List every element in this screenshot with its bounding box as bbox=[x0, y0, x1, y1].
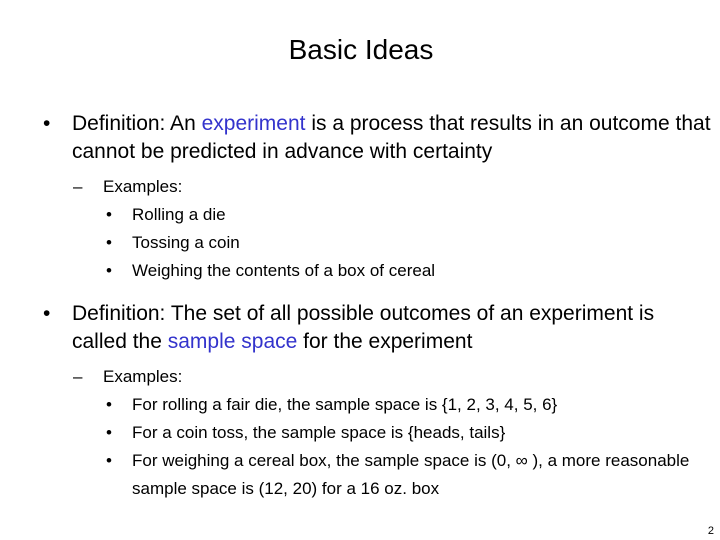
dash-icon: – bbox=[73, 177, 83, 196]
examples-heading bbox=[73, 173, 720, 201]
example-item bbox=[106, 447, 692, 503]
definition-text-prefix: Definition: An bbox=[72, 112, 202, 135]
page-number: 2 bbox=[707, 525, 714, 537]
bullet-icon: • bbox=[106, 423, 112, 442]
slide-title: Basic Ideas bbox=[288, 34, 434, 65]
bullet-icon: • bbox=[106, 451, 112, 470]
example-text: For rolling a fair die, the sample space is {1, 2, 3, 4, 5, 6} bbox=[132, 395, 558, 414]
examples-list bbox=[0, 201, 720, 285]
example-text: Weighing the contents of a box of cereal bbox=[132, 261, 436, 280]
example-item bbox=[106, 391, 692, 419]
bullet-icon: • bbox=[106, 261, 112, 280]
term-experiment: experiment bbox=[201, 112, 306, 135]
example-text: Rolling a die bbox=[132, 205, 226, 224]
bullet-icon: • bbox=[106, 233, 112, 252]
example-text: For weighing a cereal box, the sample space is (0, ∞ ), a more reasonable sample space is (12, 20) for a 16 oz. box bbox=[132, 451, 690, 498]
bullet-icon: • bbox=[43, 302, 51, 325]
example-item bbox=[106, 229, 692, 257]
bullet-icon: • bbox=[43, 112, 51, 135]
term-sample-space: sample space bbox=[167, 330, 298, 353]
examples-list bbox=[0, 391, 720, 503]
definition-text-suffix: for the experiment bbox=[297, 330, 473, 353]
definition-text-prefix: Definition: The set of all possible outcomes of an experiment is called the bbox=[72, 302, 655, 353]
examples-label: Examples: bbox=[103, 367, 183, 386]
bullet-icon: • bbox=[106, 395, 112, 414]
example-item bbox=[106, 201, 692, 229]
example-text: Tossing a coin bbox=[132, 233, 240, 252]
example-item bbox=[106, 419, 692, 447]
definition-section-sample-space bbox=[0, 300, 720, 503]
definition-section-experiment bbox=[0, 110, 720, 285]
examples-heading bbox=[73, 363, 720, 391]
example-item bbox=[106, 257, 692, 285]
definition-bullet bbox=[43, 110, 712, 166]
examples-label: Examples: bbox=[103, 177, 183, 196]
bullet-icon: • bbox=[106, 205, 112, 224]
dash-icon: – bbox=[73, 367, 83, 386]
example-text: For a coin toss, the sample space is {heads, tails} bbox=[132, 423, 506, 442]
definition-text-suffix: is a process that results in an outcome that cannot be predicted in advance with certainty bbox=[72, 112, 711, 163]
definition-bullet bbox=[43, 300, 712, 356]
